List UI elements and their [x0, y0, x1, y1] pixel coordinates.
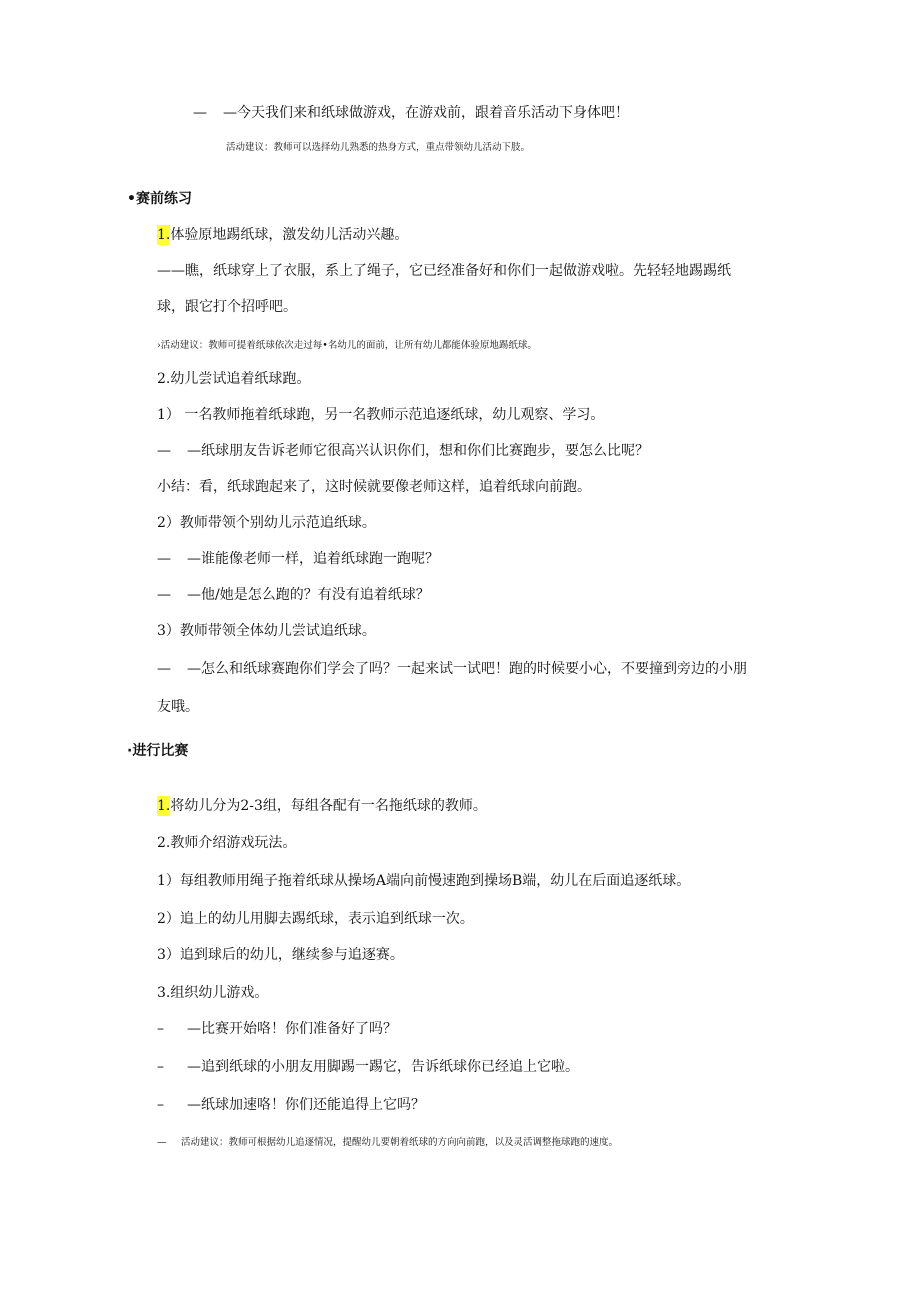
quote-dash: —	[157, 661, 171, 677]
section1-summary: 小结：看，纸球跑起来了，这时候就要像老师这样，追着纸球向前跑。	[157, 479, 591, 495]
section2-item1	[157, 796, 487, 816]
section1-item2-2: 2）教师带领个别幼儿示范追纸球。	[157, 515, 376, 531]
quote-text: —他/她是怎么跑的？有没有追着纸球？	[187, 587, 430, 603]
section2-quote2	[157, 1057, 579, 1077]
quote-dash: —	[157, 443, 171, 459]
note-text: 活动建议：教师可根据幼儿追逐情况，提醒幼儿要朝着纸球的方向向前跑，以及灵活调整拖球跑的速度。	[181, 1137, 619, 1148]
section1-item1-note: ›活动建议：教师可提着纸球依次走过每•名幼儿的面前，让所有幼儿都能体验原地踢纸球。	[157, 340, 537, 351]
section1-item2-2-quote2	[157, 585, 430, 605]
intro-text: —今天我们来和纸球做游戏，在游戏前，跟着音乐活动下身体吧！	[223, 105, 629, 121]
quote-dash: –	[157, 1059, 164, 1075]
quote-dash: –	[157, 1021, 164, 1037]
section2-item1-number: 1.	[157, 798, 171, 814]
section2-item2-3: 3）追到球后的幼儿，继续参与追逐赛。	[157, 947, 404, 963]
section1-item2-3-quote-a	[157, 659, 747, 679]
quote-dash: —	[157, 587, 171, 603]
section2-item2-2: 2）追上的幼儿用脚去踢纸球，表示追到纸球一次。	[157, 911, 474, 927]
section1-heading: •赛前练习	[127, 191, 192, 207]
quote-text: —纸球加速咯！你们还能追得上它吗？	[187, 1097, 425, 1113]
section2-heading: ·进行比赛	[127, 743, 189, 759]
section1-item2-3-quote-b: 友哦。	[157, 699, 199, 715]
section1-item1-text: 体验原地踢纸球，激发幼儿活动兴趣。	[170, 227, 409, 243]
quote-text: —谁能像老师一样，追着纸球跑一跑呢？	[187, 551, 439, 567]
section2-item2: 2.教师介绍游戏玩法。	[157, 835, 297, 851]
section1-item2-1: 1） 一名教师拖着纸球跑，另一名教师示范追逐纸球，幼儿观察、学习。	[157, 407, 605, 423]
quote-text: —怎么和纸球赛跑你们学会了吗？一起来试一试吧！跑的时候要小心，不要撞到旁边的小朋	[187, 661, 747, 677]
intro-dash: —	[193, 105, 207, 121]
section2-note	[157, 1136, 618, 1150]
section1-item2-1-quote	[157, 441, 649, 461]
section1-item2-3: 3）教师带领全体幼儿尝试追纸球。	[157, 623, 376, 639]
quote-text: —比赛开始咯！你们准备好了吗？	[187, 1021, 397, 1037]
section1-item1-number: 1.	[157, 227, 171, 243]
quote-text: —追到纸球的小朋友用脚踢一踢它，告诉纸球你已经追上它啦。	[187, 1059, 579, 1075]
section1-item1-quote-a: ——瞧，纸球穿上了衣服，系上了绳子，它已经准备好和你们一起做游戏啦。先轻轻地踢踢纸	[157, 263, 731, 279]
quote-dash: —	[157, 551, 171, 567]
section2-quote3	[157, 1095, 425, 1115]
quote-text: —纸球朋友告诉老师它很高兴认识你们，想和你们比赛跑步，要怎么比呢？	[187, 443, 649, 459]
section2-item3: 3.组织幼儿游戏。	[157, 985, 269, 1001]
note-dash: —	[157, 1137, 167, 1148]
section1-item1-quote-b: 球，跟它打个招呼吧。	[157, 299, 297, 315]
quote-dash: –	[157, 1097, 164, 1113]
section2-quote1	[157, 1019, 397, 1039]
section1-item2-2-quote1	[157, 549, 439, 569]
section1-item2: 2.幼儿尝试追着纸球跑。	[157, 371, 311, 387]
section1-item1	[157, 225, 408, 245]
section2-item2-1: 1）每组教师用绳子拖着纸球从操场A端向前慢速跑到操场B端，幼儿在后面追逐纸球。	[157, 873, 691, 889]
section2-item1-text: 将幼儿分为2-3组，每组各配有一名拖纸球的教师。	[170, 798, 487, 814]
intro-note: 活动建议：教师可以选择幼儿熟悉的热身方式，重点带领幼儿活动下肢。	[226, 142, 531, 153]
intro-line	[193, 103, 629, 123]
